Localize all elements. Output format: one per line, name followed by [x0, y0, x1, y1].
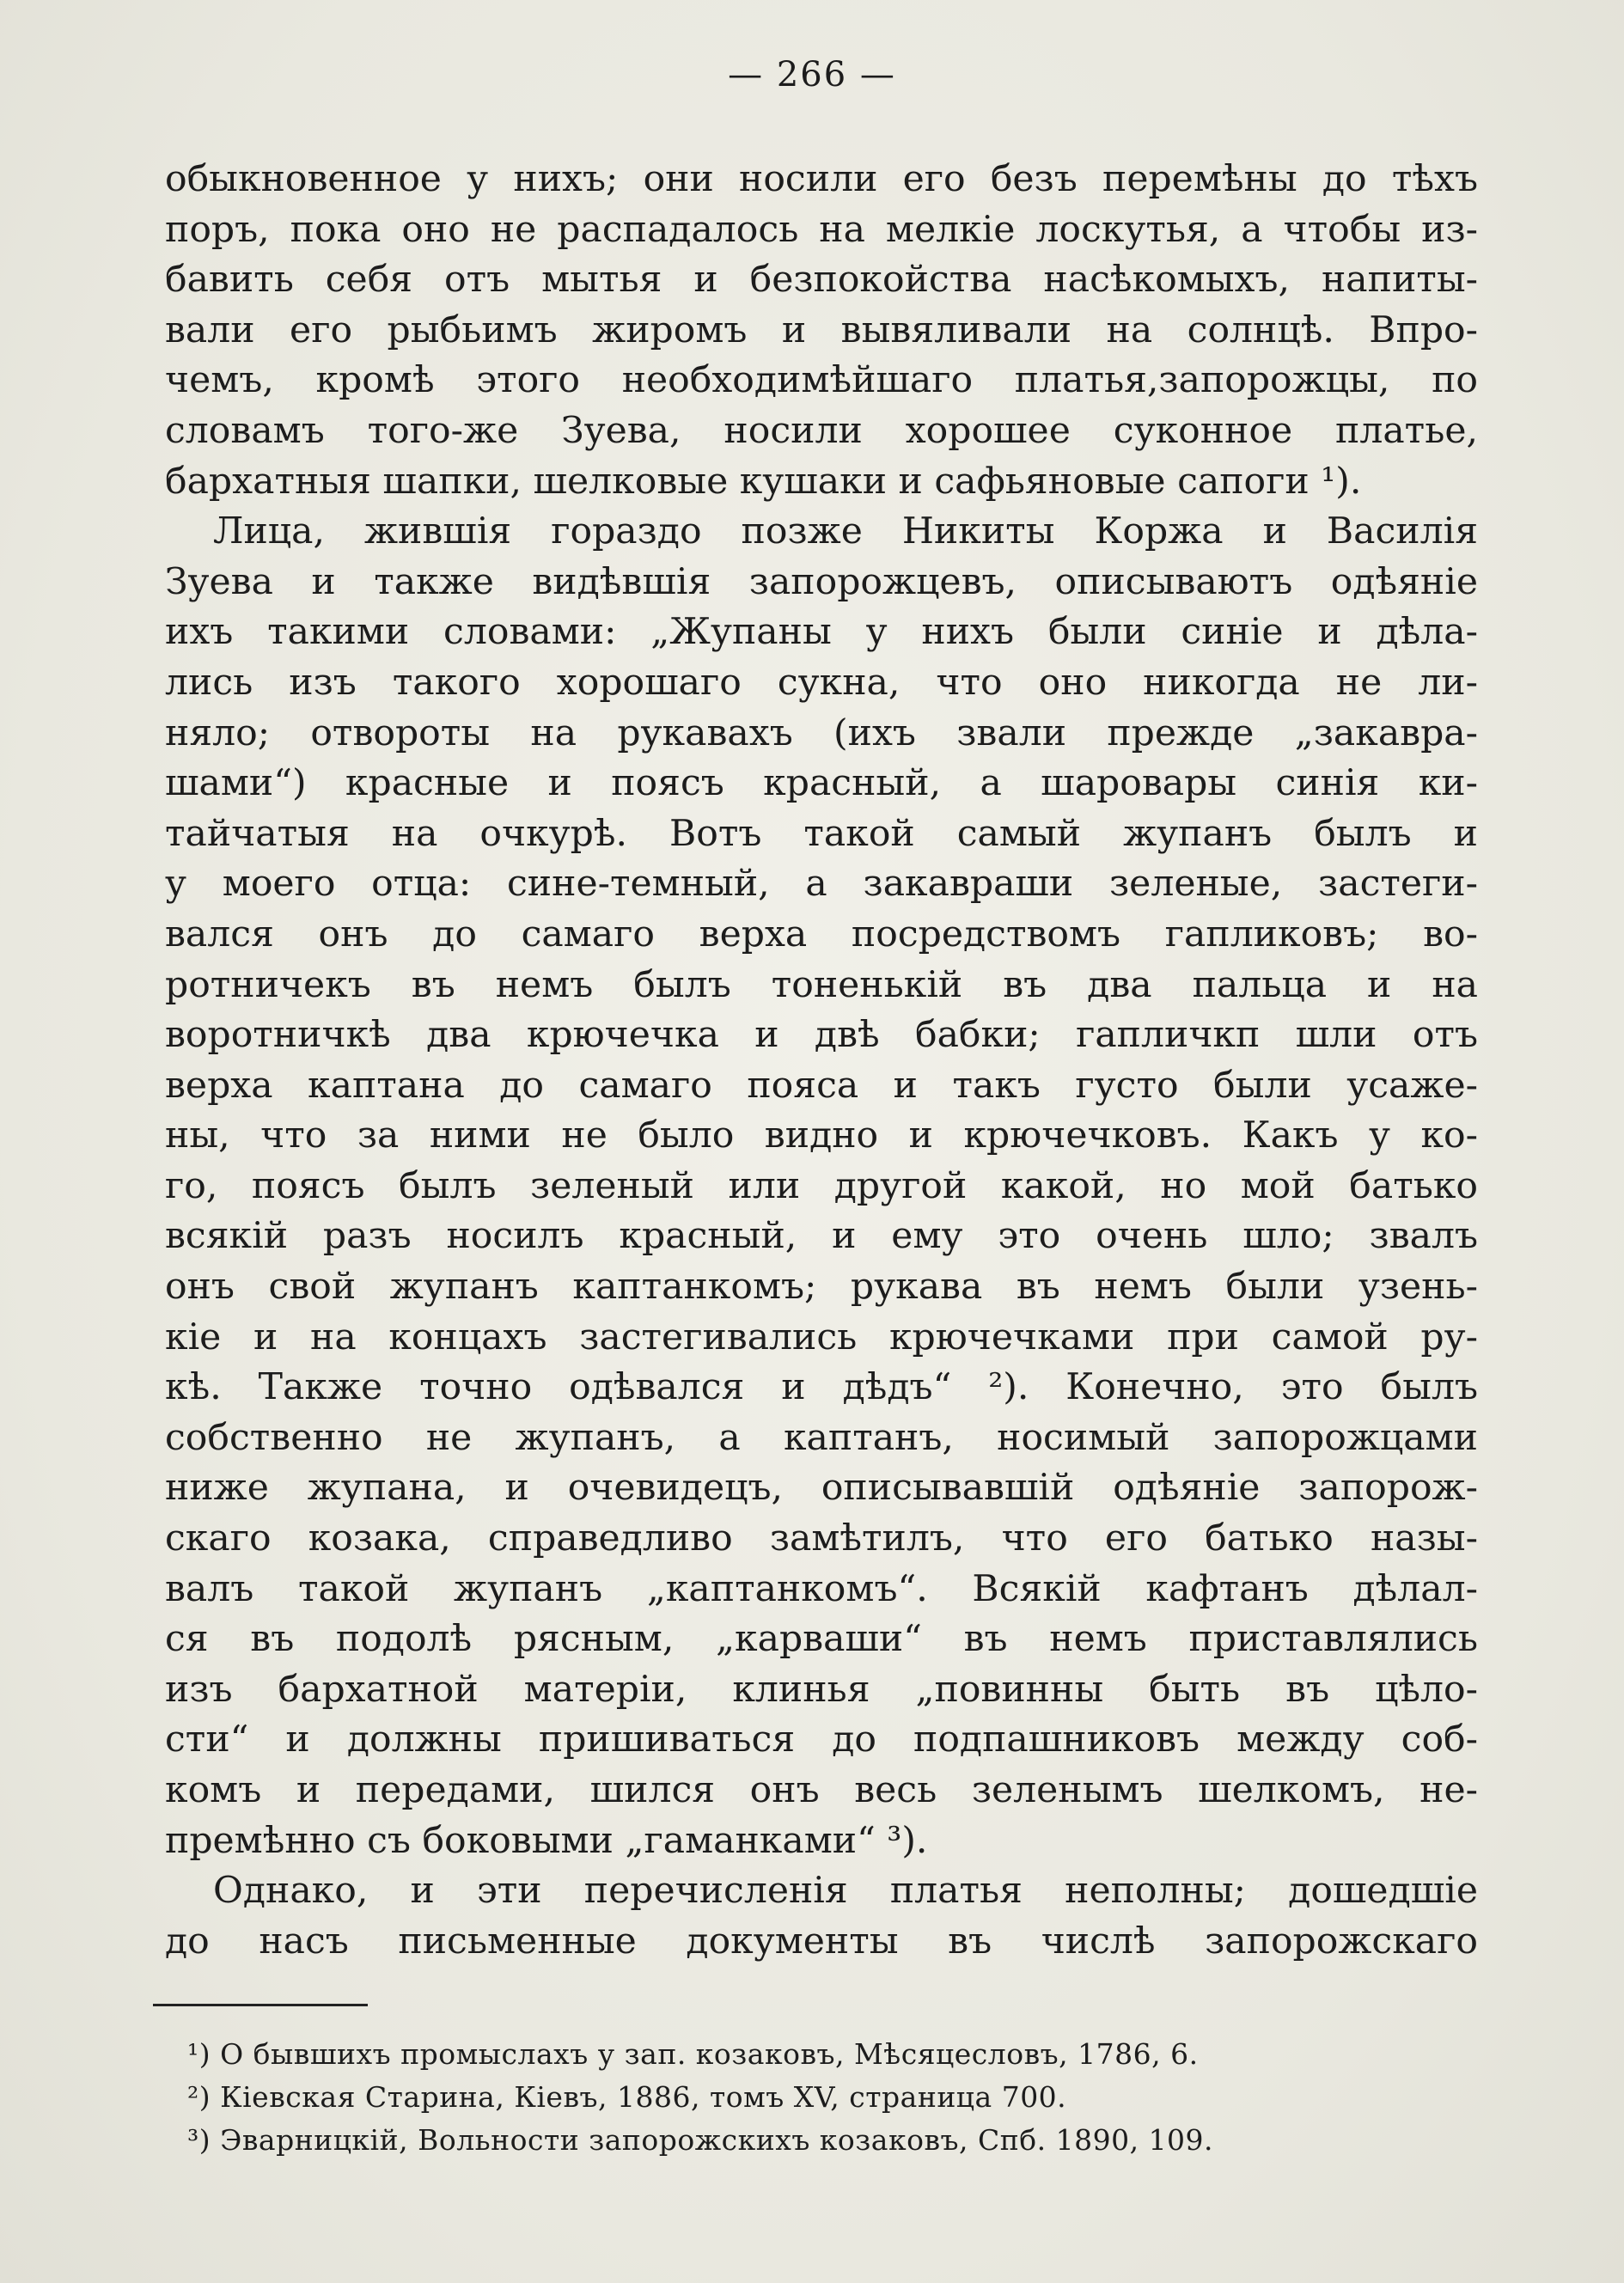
footnotes: [187, 2033, 1476, 2162]
text-line: словамъ того-же Зуева, носили хорошее суконное платье,: [165, 409, 1478, 452]
footnote-divider: [153, 2004, 368, 2006]
text-line: собственно не жупанъ, а каптанъ, носимый запорожцами: [165, 1416, 1478, 1459]
text-line: всякій разъ носилъ красный, и ему это очень шло; звалъ: [165, 1215, 1478, 1258]
text-line: вали его рыбьимъ жиромъ и вывяливали на солнцѣ. Впро-: [165, 308, 1478, 351]
text-line: ниже жупана, и очевидецъ, описывавшій одѣяніе запорож-: [165, 1467, 1478, 1510]
text-line: Однако, и эти перечисленія платья неполны; дошедшіе: [213, 1870, 1478, 1913]
text-line: го, поясъ былъ зеленый или другой какой, но мой батько: [165, 1164, 1478, 1207]
text-line: воротничкѣ два крючечка и двѣ бабки; гапличкп шли отъ: [165, 1014, 1478, 1057]
text-line: сти“ и должны пришиваться до подпашниковъ между соб-: [165, 1718, 1478, 1761]
text-line: лись изъ такого хорошаго сукна, что оно никогда не ли-: [165, 661, 1478, 704]
text-line: ротничекъ въ немъ былъ тоненькій въ два пальца и на: [165, 963, 1478, 1006]
text-line: ся въ подолѣ рясным, „карваши“ въ немъ приставлялись: [165, 1618, 1478, 1661]
footnote-2: ²) Кіевская Старина, Кіевъ, 1886, томъ XV, страница 700.: [187, 2080, 1067, 2114]
body-text: [165, 155, 1478, 1967]
text-line: поръ, пока оно не распадалось на мелкіе лоскутья, а чтобы из-: [165, 208, 1478, 251]
footnote-3: ³) Эварницкій, Вольности запорожскихъ козаковъ, Спб. 1890, 109.: [187, 2123, 1214, 2157]
text-line: бавить себя отъ мытья и безпокойства насѣкомыхъ, напиты-: [165, 259, 1478, 302]
text-line: тайчатыя на очкурѣ. Вотъ такой самый жупанъ былъ и: [165, 812, 1478, 855]
text-line: у моего отца: сине-темный, а закавраши зеленые, застеги-: [165, 863, 1478, 906]
text-line: чемъ, кромѣ этого необходимѣйшаго платья,запорожцы, по: [165, 359, 1478, 402]
text-line: кіе и на концахъ застегивались крючечками при самой ру-: [165, 1315, 1478, 1358]
footnote-1: ¹) О бывшихъ промыслахъ у зап. козаковъ, Мѣсяцесловъ, 1786, 6.: [187, 2037, 1199, 2071]
text-line: Зуева и также видѣвшія запорожцевъ, описываютъ одѣяніе: [165, 560, 1478, 603]
paragraph-3: [165, 1866, 1478, 1967]
text-line: обыкновенное у нихъ; они носили его безъ перемѣны до тѣхъ: [165, 158, 1478, 200]
paragraph-2: [165, 507, 1478, 1866]
page-number: — 266 —: [728, 55, 896, 95]
text-line: кѣ. Также точно одѣвался и дѣдъ“ ²). Конечно, это былъ: [165, 1366, 1478, 1409]
text-line: вался онъ до самаго верха посредствомъ гапликовъ; во-: [165, 913, 1478, 955]
text-line: бархатныя шапки, шелковые кушаки и сафьяновые сапоги ¹).: [165, 460, 1362, 503]
text-line: шами“) красные и поясъ красный, а шаровары синія ки-: [165, 762, 1478, 805]
text-line: ны, что за ними не было видно и крючечковъ. Какъ у ко-: [165, 1114, 1478, 1157]
text-line: скаго козака, справедливо замѣтилъ, что его батько назы-: [165, 1517, 1478, 1560]
text-line: изъ бархатной матеріи, клинья „повинны быть въ цѣло-: [165, 1668, 1478, 1711]
text-line: онъ свой жупанъ каптанкомъ; рукава въ немъ были узень-: [165, 1266, 1478, 1309]
paragraph-1: [165, 155, 1478, 507]
text-line: ихъ такими словами: „Жупаны у нихъ были синіе и дѣла-: [165, 611, 1478, 654]
text-line: комъ и передами, шился онъ весь зеленымъ шелкомъ, не-: [165, 1769, 1478, 1811]
text-line: няло; отвороты на рукавахъ (ихъ звали прежде „закавра-: [165, 711, 1478, 754]
text-line: до насъ письменные документы въ числѣ запорожскаго: [165, 1920, 1478, 1963]
text-line: валъ такой жупанъ „каптанкомъ“. Всякій кафтанъ дѣлал-: [165, 1567, 1478, 1610]
text-line: премѣнно съ боковыми „гаманками“ ³).: [165, 1819, 928, 1862]
text-line: Лица, жившія гораздо позже Никиты Коржа и Василія: [213, 510, 1478, 553]
text-line: верха каптана до самаго пояса и такъ густо были усаже-: [165, 1064, 1478, 1107]
